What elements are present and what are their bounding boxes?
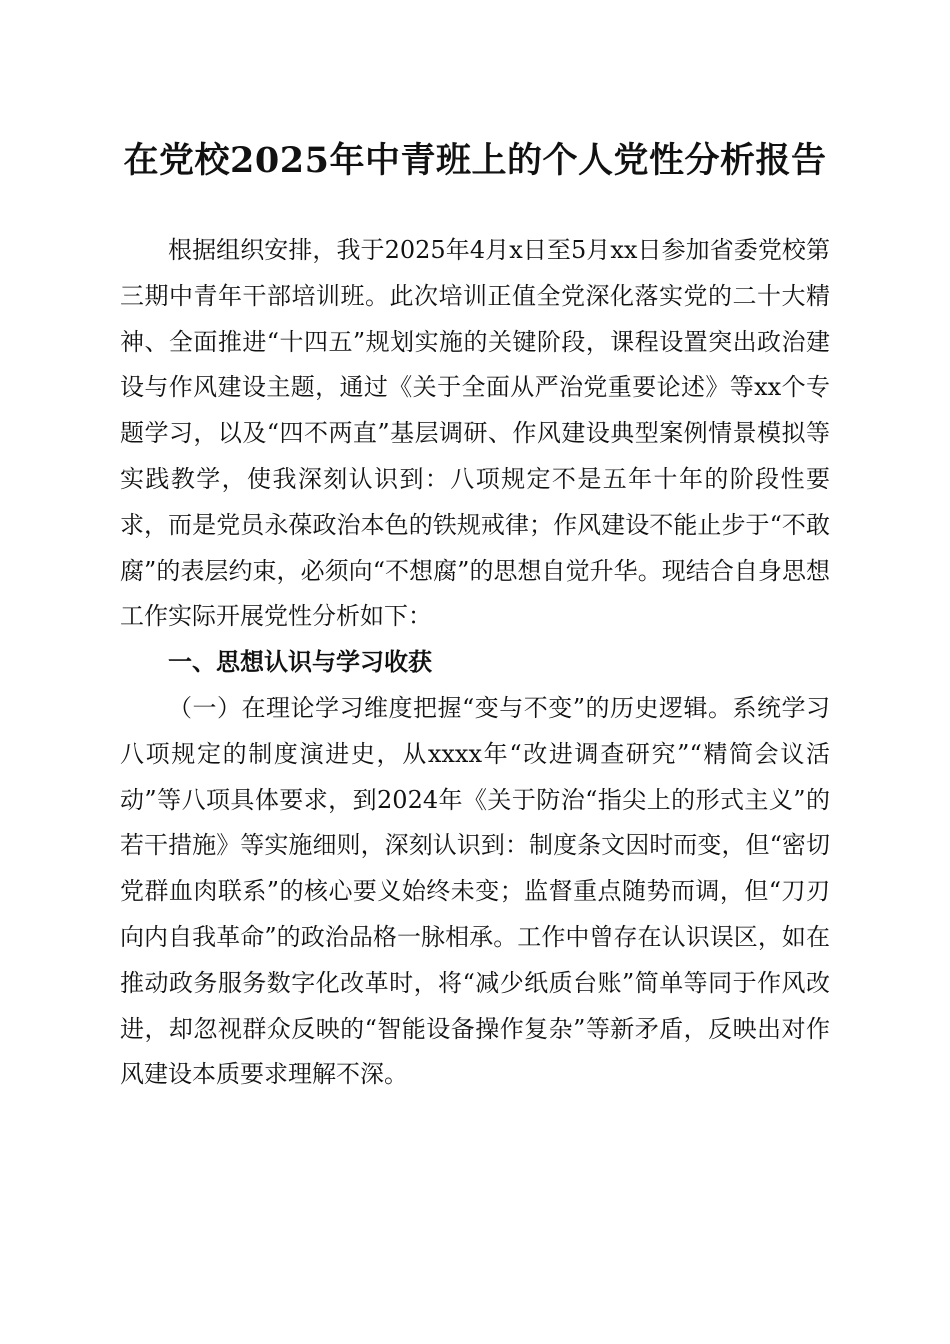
intro-paragraph: 根据组织安排，我于2025年4月x日至5月xx日参加省委党校第三期中青年干部培训班。此次培训正值全党深化落实党的二十大精神、全面推进“十四五”规划实施的关键阶段，课程设置突出政治建设与作风建设主题，通过《关于全面从严治党重要论述》等xx个专题学习，以及“四不两直”基层调研、作风建设典型案例情景模拟等实践教学，使我深刻认识到：八项规定不是五年十年的阶段性要求，而是党员永葆政治本色的铁规戒律；作风建设不能止步于“不敢腐”的表层约束，必须向“不想腐”的思想自觉升华。现结合自身思想工作实际开展党性分析如下： xyxy=(120,236,830,631)
section-paragraph: （一）在理论学习维度把握“变与不变”的历史逻辑。系统学习八项规定的制度演进史，从xxxx年“改进调查研究”“精简会议活动”等八项具体要求，到2024年《关于防治“指尖上的形式主义”的若干措施》等实施细则，深刻认识到：制度条文因时而变，但“密切党群血肉联系”的核心要义始终未变；监督重点随势而调，但“刀刃向内自我革命”的政治品格一脉相承。工作中曾存在认识误区，如在推动政务服务数字化改革时，将“减少纸质台账”简单等同于作风改进，却忽视群众反映的“智能设备操作复杂”等新矛盾，反映出对作风建设本质要求理解不深。 xyxy=(120,693,830,1089)
section-heading: 一、思想认识与学习收获 xyxy=(168,648,432,677)
document-title: 在党校2025年中青班上的个人党性分析报告 xyxy=(123,140,827,181)
document-body xyxy=(120,228,830,1098)
